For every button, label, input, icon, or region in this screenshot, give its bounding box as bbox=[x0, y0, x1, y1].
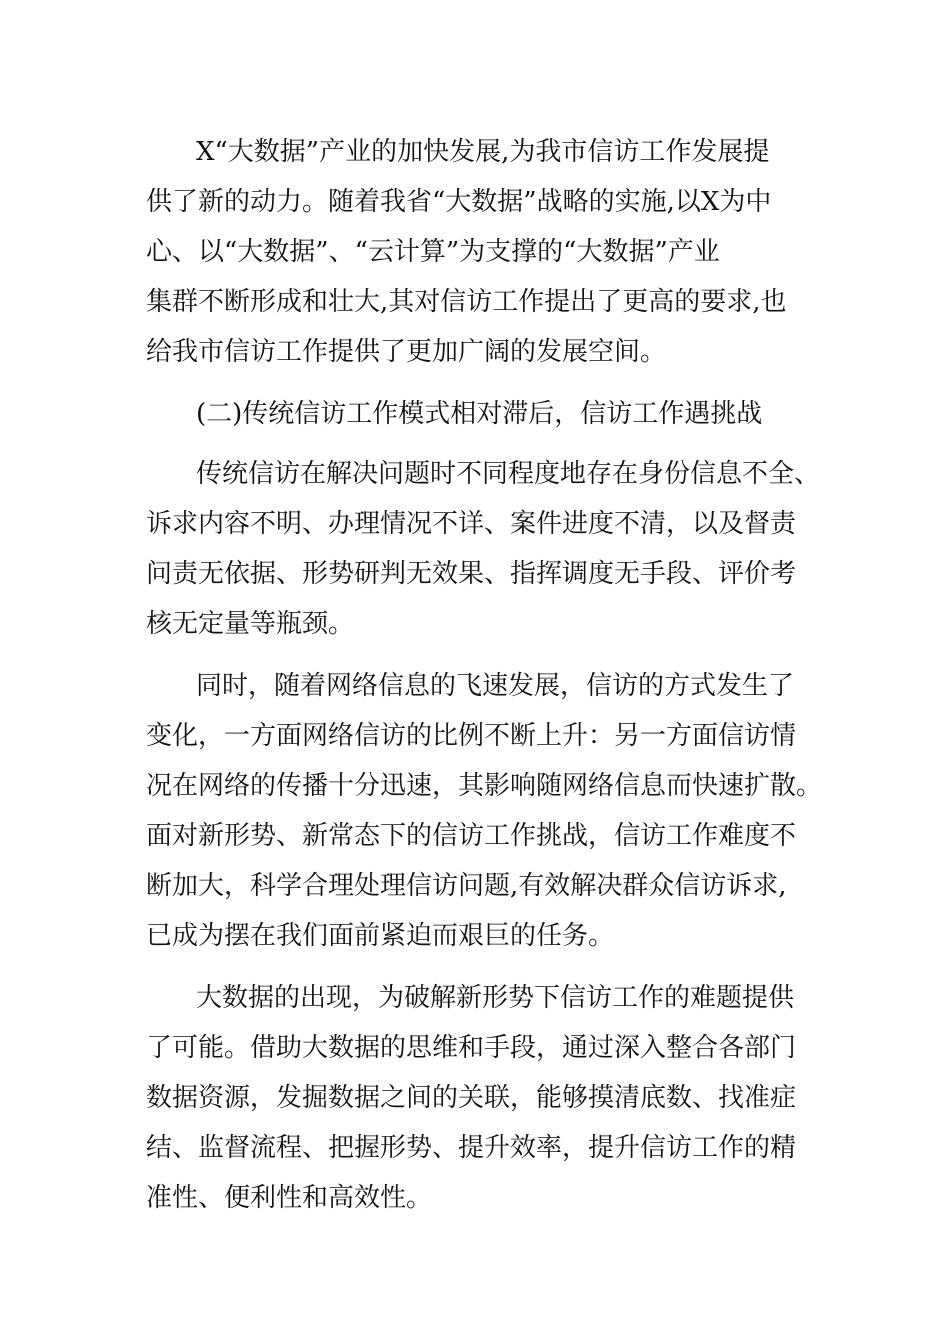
paragraph-4-line-3: 数据资源，发掘数据之间的关联，能够摸清底数、找准症 bbox=[146, 1083, 797, 1113]
paragraph-2-line-2: 诉求内容不明、办理情况不详、案件进度不清，以及督责 bbox=[146, 509, 797, 539]
paragraph-2-line-4: 核无定量等瓶颈。 bbox=[146, 609, 355, 639]
paragraph-3-line-3: 况在网络的传播十分迅速，其影响随网络信息而快速扩散。 bbox=[146, 771, 823, 801]
paragraph-4-line-1: 大数据的出现，为破解新形势下信访工作的难题提供 bbox=[196, 983, 795, 1013]
paragraph-3-line-5: 断加大，科学合理处理信访问题,有效解决群众信访诉求, bbox=[146, 871, 787, 901]
paragraph-2-line-3: 问责无依据、形势研判无效果、指挥调度无手段、评价考 bbox=[146, 559, 797, 589]
paragraph-1-line-5: 给我市信访工作提供了更加广阔的发展空间。 bbox=[146, 337, 667, 367]
paragraph-1-line-1: X“大数据”产业的加快发展,为我市信访工作发展提 bbox=[196, 137, 770, 167]
paragraph-3-line-4: 面对新形势、新常态下的信访工作挑战，信访工作难度不 bbox=[146, 821, 797, 851]
section-heading: (二)传统信访工作模式相对滞后，信访工作遇挑战 bbox=[196, 399, 763, 429]
paragraph-3-line-2: 变化，一方面网络信访的比例不断上升：另一方面信访情 bbox=[146, 721, 797, 751]
paragraph-3-line-1: 同时，随着网络信息的飞速发展，信访的方式发生了 bbox=[196, 671, 795, 701]
paragraph-1-line-4: 集群不断形成和壮大,其对信访工作提出了更高的要求,也 bbox=[146, 287, 787, 317]
paragraph-2-line-1: 传统信访在解决问题时不同程度地存在身份信息不全、 bbox=[196, 459, 821, 489]
paragraph-4-line-4: 结、监督流程、把握形势、提升效率，提升信访工作的精 bbox=[146, 1133, 797, 1163]
paragraph-4-line-2: 了可能。借助大数据的思维和手段，通过深入整合各部门 bbox=[146, 1033, 797, 1063]
paragraph-4-line-5: 准性、便利性和高效性。 bbox=[146, 1183, 433, 1213]
paragraph-1-line-2: 供了新的动力。随着我省“大数据”战略的实施,以X为中 bbox=[146, 187, 772, 217]
paragraph-1-line-3: 心、以“大数据”、“云计算”为支撑的“大数据”产业 bbox=[146, 237, 720, 267]
paragraph-3-line-6: 已成为摆在我们面前紧迫而艰巨的任务。 bbox=[146, 921, 615, 951]
